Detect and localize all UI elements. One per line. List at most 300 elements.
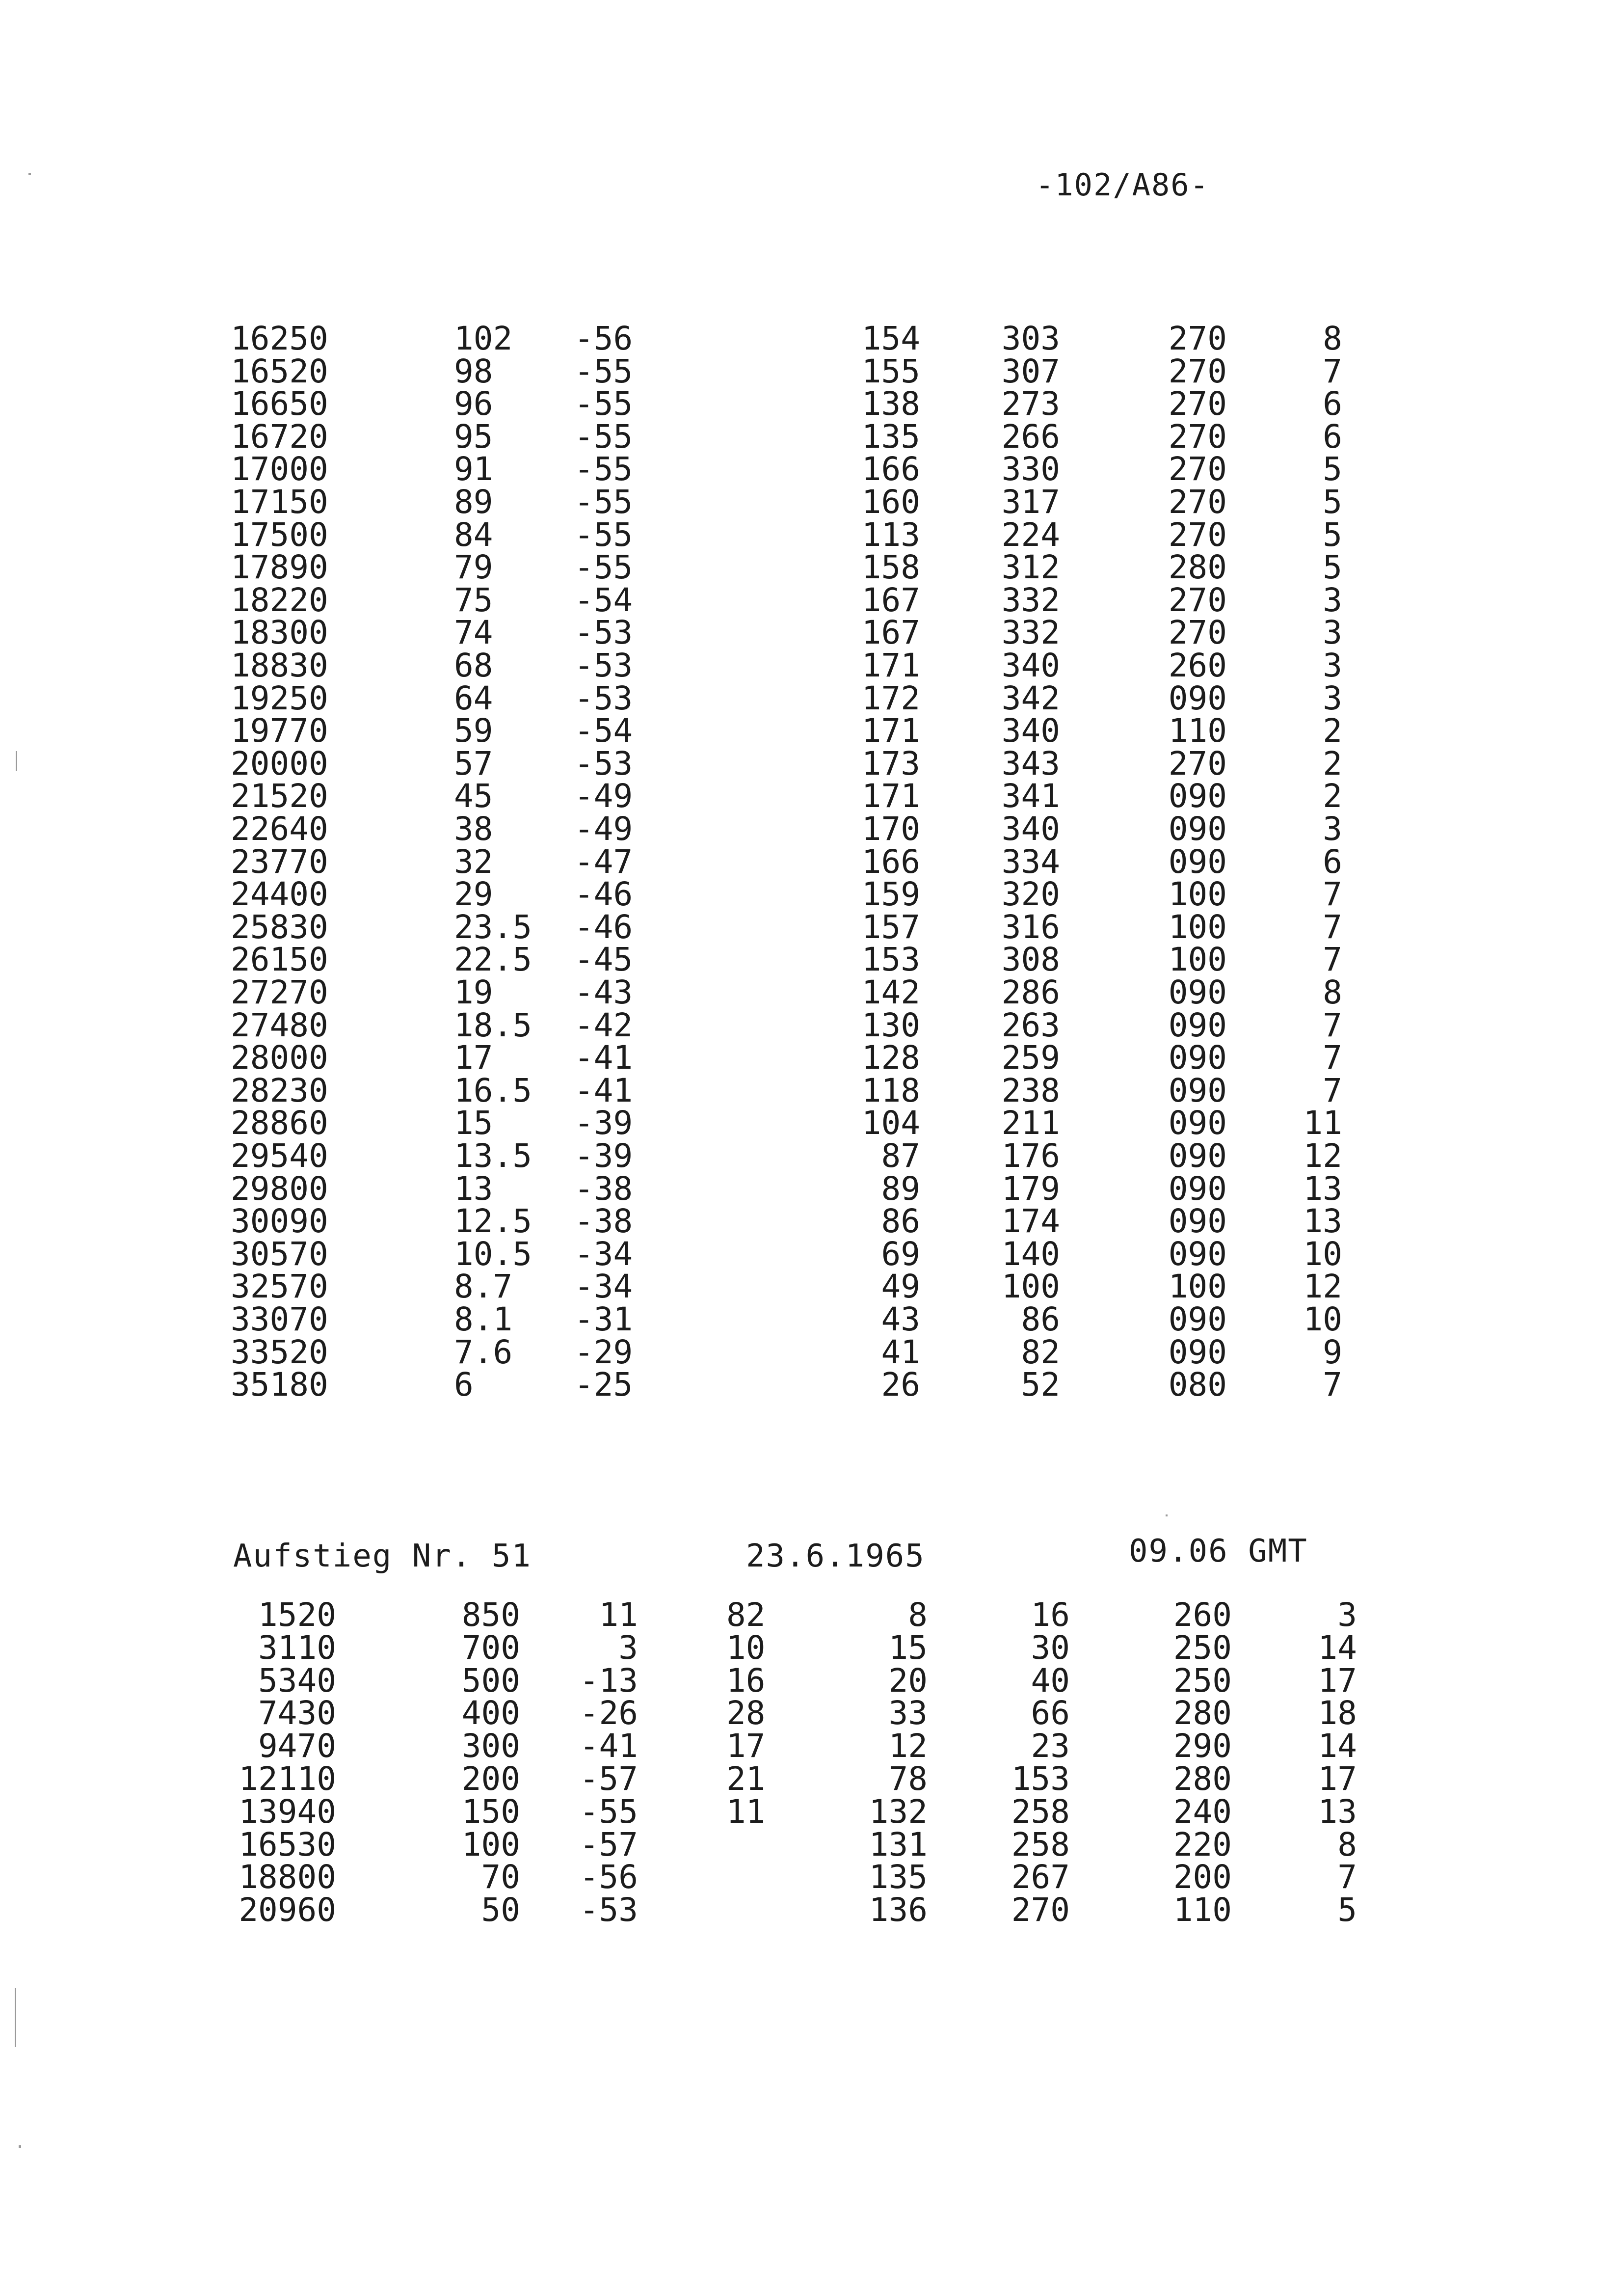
wind-cell-b: 40 (1031, 1661, 1070, 1700)
altitude-cell: 9470 (258, 1727, 336, 1765)
wind-direction-cell: 100 (1168, 875, 1227, 914)
altitude-cell: 16250 (231, 320, 328, 357)
wind-speed-cell: 2 (1323, 744, 1342, 783)
pressure-cell: 74 (454, 614, 493, 652)
altitude-cell: 12110 (239, 1760, 336, 1798)
wind-cell-b: 332 (1001, 614, 1060, 652)
humidity-cell: 10 (726, 1628, 766, 1667)
wind-cell-a: 136 (869, 1891, 928, 1929)
temperature-cell: -38 (574, 1169, 633, 1208)
wind-speed-cell: 3 (1323, 647, 1342, 684)
wind-speed-cell: 5 (1323, 483, 1342, 521)
wind-cell-b: 263 (1001, 1006, 1060, 1044)
altitude-cell: 35180 (231, 1366, 328, 1404)
temperature-cell: -57 (579, 1825, 638, 1864)
temperature-cell: -53 (579, 1891, 638, 1929)
temperature-cell: -55 (574, 352, 633, 390)
wind-cell-b: 179 (1001, 1169, 1060, 1208)
pressure-cell: 17 (454, 1039, 493, 1077)
wind-speed-cell: 6 (1323, 385, 1342, 423)
wind-direction-cell: 260 (1173, 1596, 1232, 1634)
wind-speed-cell: 9 (1323, 1333, 1342, 1371)
wind-cell-b: 258 (1011, 1825, 1070, 1864)
table-row (0, 1302, 1623, 1337)
wind-speed-cell: 10 (1303, 1235, 1342, 1273)
table-row (0, 1237, 1623, 1271)
wind-speed-cell: 3 (1323, 614, 1342, 652)
temperature-cell: -54 (574, 581, 633, 619)
wind-direction-cell: 090 (1168, 1104, 1227, 1142)
temperature-cell: -25 (574, 1366, 633, 1404)
pressure-cell: 16.5 (454, 1071, 532, 1109)
altitude-cell: 17000 (231, 450, 328, 488)
wind-cell-b: 308 (1001, 941, 1060, 979)
wind-cell-b: 259 (1001, 1039, 1060, 1077)
wind-cell-b: 82 (1021, 1333, 1060, 1371)
wind-speed-cell: 17 (1318, 1661, 1357, 1700)
wind-cell-a: 26 (881, 1366, 920, 1404)
temperature-cell: -41 (579, 1727, 638, 1765)
temperature-cell: -49 (574, 777, 633, 815)
wind-speed-cell: 7 (1323, 908, 1342, 946)
wind-direction-cell: 080 (1168, 1366, 1227, 1404)
altitude-cell: 30570 (231, 1235, 328, 1273)
wind-speed-cell: 17 (1318, 1760, 1357, 1798)
humidity-cell: 21 (726, 1760, 766, 1798)
scan-speck (15, 1988, 16, 2047)
temperature-cell: -34 (574, 1268, 633, 1306)
wind-speed-cell: 3 (1323, 679, 1342, 717)
altitude-cell: 23770 (231, 842, 328, 881)
pressure-cell: 96 (454, 385, 493, 423)
table-row (0, 387, 1623, 421)
temperature-cell: -13 (579, 1661, 638, 1700)
wind-cell-a: 8 (908, 1596, 928, 1634)
wind-speed-cell: 2 (1323, 777, 1342, 815)
wind-direction-cell: 270 (1168, 352, 1227, 390)
table-row (0, 1792, 1623, 1831)
wind-speed-cell: 5 (1323, 450, 1342, 488)
wind-cell-a: 154 (861, 320, 920, 357)
wind-direction-cell: 110 (1168, 712, 1227, 750)
pressure-cell: 22.5 (454, 941, 532, 979)
table-row (0, 1368, 1623, 1402)
table-row (0, 1335, 1623, 1370)
wind-speed-cell: 12 (1303, 1137, 1342, 1175)
wind-direction-cell: 270 (1168, 483, 1227, 521)
wind-cell-b: 266 (1001, 417, 1060, 456)
temperature-cell: -38 (574, 1202, 633, 1241)
wind-speed-cell: 5 (1323, 548, 1342, 587)
wind-cell-a: 43 (881, 1300, 920, 1338)
scan-speck (16, 751, 17, 771)
wind-direction-cell: 270 (1168, 744, 1227, 783)
altitude-cell: 16650 (231, 385, 328, 423)
table-row (0, 417, 1623, 456)
table-row (0, 1696, 1623, 1730)
table-row (0, 1204, 1623, 1239)
wind-cell-b: 224 (1001, 515, 1060, 554)
altitude-cell: 5340 (258, 1661, 336, 1700)
page-number: -102/A86- (1036, 167, 1209, 203)
temperature-cell: -53 (574, 647, 633, 684)
temperature-cell: -55 (574, 483, 633, 521)
wind-speed-cell: 8 (1337, 1825, 1357, 1864)
wind-direction-cell: 090 (1168, 1333, 1227, 1371)
pressure-cell: 84 (454, 515, 493, 554)
wind-cell-a: 160 (861, 483, 920, 521)
wind-direction-cell: 280 (1173, 1694, 1232, 1732)
altitude-cell: 30090 (231, 1202, 328, 1241)
wind-cell-b: 312 (1001, 548, 1060, 587)
wind-speed-cell: 10 (1303, 1300, 1342, 1338)
wind-cell-a: 138 (861, 385, 920, 423)
pressure-cell: 59 (454, 712, 493, 750)
temperature-cell: 11 (599, 1596, 638, 1634)
wind-cell-b: 270 (1011, 1891, 1070, 1929)
wind-direction-cell: 100 (1168, 941, 1227, 979)
temperature-cell: -34 (574, 1235, 633, 1273)
wind-direction-cell: 270 (1168, 385, 1227, 423)
altitude-cell: 3110 (258, 1628, 336, 1667)
pressure-cell: 6 (454, 1366, 474, 1404)
wind-cell-a: 167 (861, 581, 920, 619)
wind-cell-a: 171 (861, 647, 920, 684)
table-row (0, 1071, 1623, 1109)
wind-cell-b: 343 (1001, 744, 1060, 783)
temperature-cell: -26 (579, 1694, 638, 1732)
table-row (0, 1041, 1623, 1075)
wind-direction-cell: 090 (1168, 1006, 1227, 1044)
altitude-cell: 18300 (231, 614, 328, 652)
pressure-cell: 15 (454, 1104, 493, 1142)
wind-cell-b: 340 (1001, 712, 1060, 750)
wind-cell-b: 332 (1001, 581, 1060, 619)
wind-cell-b: 211 (1001, 1104, 1060, 1142)
wind-cell-b: 16 (1031, 1596, 1070, 1634)
wind-direction-cell: 090 (1168, 810, 1227, 848)
wind-cell-b: 330 (1001, 450, 1060, 488)
table-row (0, 515, 1623, 554)
wind-cell-a: 135 (869, 1858, 928, 1896)
altitude-cell: 18830 (231, 647, 328, 684)
wind-speed-cell: 7 (1337, 1858, 1357, 1896)
wind-direction-cell: 110 (1173, 1891, 1232, 1929)
temperature-cell: -55 (574, 385, 633, 423)
pressure-cell: 10.5 (454, 1235, 532, 1273)
wind-speed-cell: 8 (1323, 320, 1342, 357)
wind-cell-a: 41 (881, 1333, 920, 1371)
temperature-cell: -42 (574, 1006, 633, 1044)
humidity-cell: 82 (726, 1596, 766, 1634)
altitude-cell: 20960 (239, 1891, 336, 1929)
wind-cell-b: 341 (1001, 777, 1060, 815)
pressure-cell: 100 (461, 1825, 520, 1864)
pressure-cell: 75 (454, 581, 493, 619)
wind-cell-a: 171 (861, 777, 920, 815)
altitude-cell: 21520 (231, 777, 328, 815)
table-row (0, 1762, 1623, 1796)
wind-cell-a: 113 (861, 515, 920, 554)
wind-cell-b: 303 (1001, 320, 1060, 357)
table-row (0, 354, 1623, 389)
pressure-cell: 57 (454, 744, 493, 783)
wind-cell-b: 320 (1001, 875, 1060, 914)
wind-cell-a: 69 (881, 1235, 920, 1273)
altitude-cell: 18800 (239, 1858, 336, 1896)
altitude-cell: 18220 (231, 581, 328, 619)
table-row (0, 877, 1623, 912)
altitude-cell: 27480 (231, 1006, 328, 1044)
wind-cell-b: 286 (1001, 973, 1060, 1011)
temperature-cell: -56 (579, 1858, 638, 1896)
wind-cell-a: 157 (861, 908, 920, 946)
wind-cell-b: 273 (1001, 385, 1060, 423)
table-row (0, 322, 1623, 356)
ascent-label: Aufstieg Nr. 51 (233, 1538, 532, 1574)
table-row (0, 714, 1623, 748)
wind-cell-a: 132 (869, 1792, 928, 1831)
altitude-cell: 16720 (231, 417, 328, 456)
temperature-cell: -53 (574, 679, 633, 717)
temperature-cell: -31 (574, 1300, 633, 1338)
wind-cell-a: 128 (861, 1039, 920, 1077)
wind-cell-b: 307 (1001, 352, 1060, 390)
altitude-cell: 29800 (231, 1169, 328, 1208)
ascent-date: 23.6.1965 (746, 1538, 925, 1574)
pressure-cell: 500 (461, 1661, 520, 1700)
table-row (0, 648, 1623, 683)
humidity-cell: 28 (726, 1694, 766, 1732)
altitude-cell: 28860 (231, 1104, 328, 1142)
wind-cell-a: 118 (861, 1071, 920, 1109)
wind-direction-cell: 220 (1173, 1825, 1232, 1864)
table-row (0, 1628, 1623, 1667)
wind-cell-b: 100 (1001, 1268, 1060, 1306)
wind-direction-cell: 090 (1168, 777, 1227, 815)
wind-speed-cell: 5 (1337, 1891, 1357, 1929)
pressure-cell: 68 (454, 647, 493, 684)
altitude-cell: 16530 (239, 1825, 336, 1864)
altitude-cell: 32570 (231, 1268, 328, 1306)
pressure-cell: 18.5 (454, 1006, 532, 1044)
temperature-cell: -46 (574, 875, 633, 914)
wind-direction-cell: 270 (1168, 320, 1227, 357)
wind-direction-cell: 260 (1168, 647, 1227, 684)
wind-direction-cell: 090 (1168, 1235, 1227, 1273)
temperature-cell: 3 (618, 1628, 638, 1667)
wind-cell-b: 86 (1021, 1300, 1060, 1338)
wind-cell-a: 131 (869, 1825, 928, 1864)
altitude-cell: 17500 (231, 515, 328, 554)
wind-cell-a: 130 (861, 1006, 920, 1044)
wind-direction-cell: 090 (1168, 1169, 1227, 1208)
wind-direction-cell: 280 (1168, 548, 1227, 587)
temperature-cell: -46 (574, 908, 633, 946)
wind-cell-b: 30 (1031, 1628, 1070, 1667)
altitude-cell: 24400 (231, 875, 328, 914)
altitude-cell: 7430 (258, 1694, 336, 1732)
altitude-cell: 26150 (231, 941, 328, 979)
temperature-cell: -39 (574, 1104, 633, 1142)
pressure-cell: 64 (454, 679, 493, 717)
wind-cell-b: 153 (1011, 1760, 1070, 1798)
table-row (0, 1106, 1623, 1140)
wind-cell-a: 142 (861, 973, 920, 1011)
altitude-cell: 27270 (231, 973, 328, 1011)
table-row (0, 1270, 1623, 1304)
wind-direction-cell: 270 (1168, 515, 1227, 554)
altitude-cell: 16520 (231, 352, 328, 390)
pressure-cell: 50 (481, 1891, 520, 1929)
wind-speed-cell: 18 (1318, 1694, 1357, 1732)
wind-speed-cell: 14 (1318, 1727, 1357, 1765)
wind-speed-cell: 5 (1323, 515, 1342, 554)
pressure-cell: 45 (454, 777, 493, 815)
altitude-cell: 28000 (231, 1039, 328, 1077)
wind-direction-cell: 090 (1168, 679, 1227, 717)
altitude-cell: 22640 (231, 810, 328, 848)
table-row (0, 744, 1623, 783)
wind-speed-cell: 7 (1323, 1039, 1342, 1077)
wind-cell-b: 340 (1001, 810, 1060, 848)
pressure-cell: 38 (454, 810, 493, 848)
wind-cell-a: 49 (881, 1268, 920, 1306)
table-row (0, 485, 1623, 519)
wind-cell-a: 78 (888, 1760, 928, 1798)
pressure-cell: 7.6 (454, 1333, 513, 1371)
wind-speed-cell: 7 (1323, 1366, 1342, 1404)
wind-speed-cell: 3 (1323, 581, 1342, 619)
wind-speed-cell: 14 (1318, 1628, 1357, 1667)
wind-cell-a: 167 (861, 614, 920, 652)
pressure-cell: 150 (461, 1792, 520, 1831)
table-row (0, 779, 1623, 813)
altitude-cell: 19250 (231, 679, 328, 717)
temperature-cell: -41 (574, 1071, 633, 1109)
pressure-cell: 89 (454, 483, 493, 521)
table-row (0, 550, 1623, 585)
temperature-cell: -55 (574, 548, 633, 587)
temperature-cell: -56 (574, 320, 633, 357)
pressure-cell: 29 (454, 875, 493, 914)
wind-speed-cell: 2 (1323, 712, 1342, 750)
temperature-cell: -53 (574, 744, 633, 783)
pressure-cell: 32 (454, 842, 493, 881)
wind-cell-b: 316 (1001, 908, 1060, 946)
altitude-cell: 17890 (231, 548, 328, 587)
wind-cell-a: 171 (861, 712, 920, 750)
wind-speed-cell: 6 (1323, 417, 1342, 456)
pressure-cell: 95 (454, 417, 493, 456)
wind-speed-cell: 7 (1323, 875, 1342, 914)
temperature-cell: -45 (574, 941, 633, 979)
wind-cell-b: 238 (1001, 1071, 1060, 1109)
temperature-cell: -55 (574, 515, 633, 554)
wind-direction-cell: 090 (1168, 1071, 1227, 1109)
wind-speed-cell: 13 (1303, 1202, 1342, 1241)
wind-direction-cell: 090 (1168, 842, 1227, 881)
wind-speed-cell: 3 (1323, 810, 1342, 848)
table-row (0, 583, 1623, 618)
pressure-cell: 13.5 (454, 1137, 532, 1175)
altitude-cell: 28230 (231, 1071, 328, 1109)
table-row (0, 452, 1623, 486)
table-row (0, 1825, 1623, 1864)
humidity-cell: 16 (726, 1661, 766, 1700)
temperature-cell: -55 (574, 417, 633, 456)
wind-cell-b: 258 (1011, 1792, 1070, 1831)
altitude-cell: 13940 (239, 1792, 336, 1831)
wind-cell-a: 166 (861, 842, 920, 881)
humidity-cell: 11 (726, 1792, 766, 1831)
pressure-cell: 200 (461, 1760, 520, 1798)
wind-cell-a: 170 (861, 810, 920, 848)
wind-cell-b: 340 (1001, 647, 1060, 684)
wind-direction-cell: 090 (1168, 1202, 1227, 1241)
temperature-cell: -41 (574, 1039, 633, 1077)
wind-direction-cell: 090 (1168, 1300, 1227, 1338)
temperature-cell: -57 (579, 1760, 638, 1798)
wind-speed-cell: 3 (1337, 1596, 1357, 1634)
altitude-cell: 20000 (231, 744, 328, 783)
altitude-cell: 19770 (231, 712, 328, 750)
wind-cell-a: 20 (888, 1661, 928, 1700)
table-row (0, 1893, 1623, 1927)
wind-direction-cell: 090 (1168, 1039, 1227, 1077)
wind-cell-a: 33 (888, 1694, 928, 1732)
wind-speed-cell: 6 (1323, 842, 1342, 881)
pressure-cell: 70 (481, 1858, 520, 1896)
wind-direction-cell: 270 (1168, 581, 1227, 619)
wind-cell-a: 86 (881, 1202, 920, 1241)
wind-direction-cell: 100 (1168, 908, 1227, 946)
wind-cell-b: 52 (1021, 1366, 1060, 1404)
wind-cell-b: 23 (1031, 1727, 1070, 1765)
wind-speed-cell: 7 (1323, 352, 1342, 390)
wind-cell-a: 87 (881, 1137, 920, 1175)
wind-cell-b: 334 (1001, 842, 1060, 881)
table-row (0, 1169, 1623, 1208)
wind-cell-a: 155 (861, 352, 920, 390)
table-row (0, 1598, 1623, 1632)
table-row (0, 616, 1623, 650)
scan-speck (28, 173, 31, 175)
wind-speed-cell: 13 (1303, 1169, 1342, 1208)
table-row (0, 1860, 1623, 1894)
altitude-cell: 33070 (231, 1300, 328, 1338)
table-row (0, 910, 1623, 945)
wind-direction-cell: 270 (1168, 450, 1227, 488)
table-row (0, 1008, 1623, 1043)
wind-cell-b: 317 (1001, 483, 1060, 521)
temperature-cell: -29 (574, 1333, 633, 1371)
wind-direction-cell: 250 (1173, 1628, 1232, 1667)
scan-speck (19, 2145, 21, 2148)
wind-direction-cell: 090 (1168, 1137, 1227, 1175)
temperature-cell: -53 (574, 614, 633, 652)
temperature-cell: -39 (574, 1137, 633, 1175)
pressure-cell: 12.5 (454, 1202, 532, 1241)
altitude-cell: 33520 (231, 1333, 328, 1371)
pressure-cell: 8.7 (454, 1268, 513, 1306)
table-row (0, 1729, 1623, 1763)
wind-speed-cell: 13 (1318, 1792, 1357, 1831)
pressure-cell: 300 (461, 1727, 520, 1765)
pressure-cell: 19 (454, 973, 493, 1011)
wind-cell-a: 12 (888, 1727, 928, 1765)
scan-speck (1166, 1514, 1168, 1516)
